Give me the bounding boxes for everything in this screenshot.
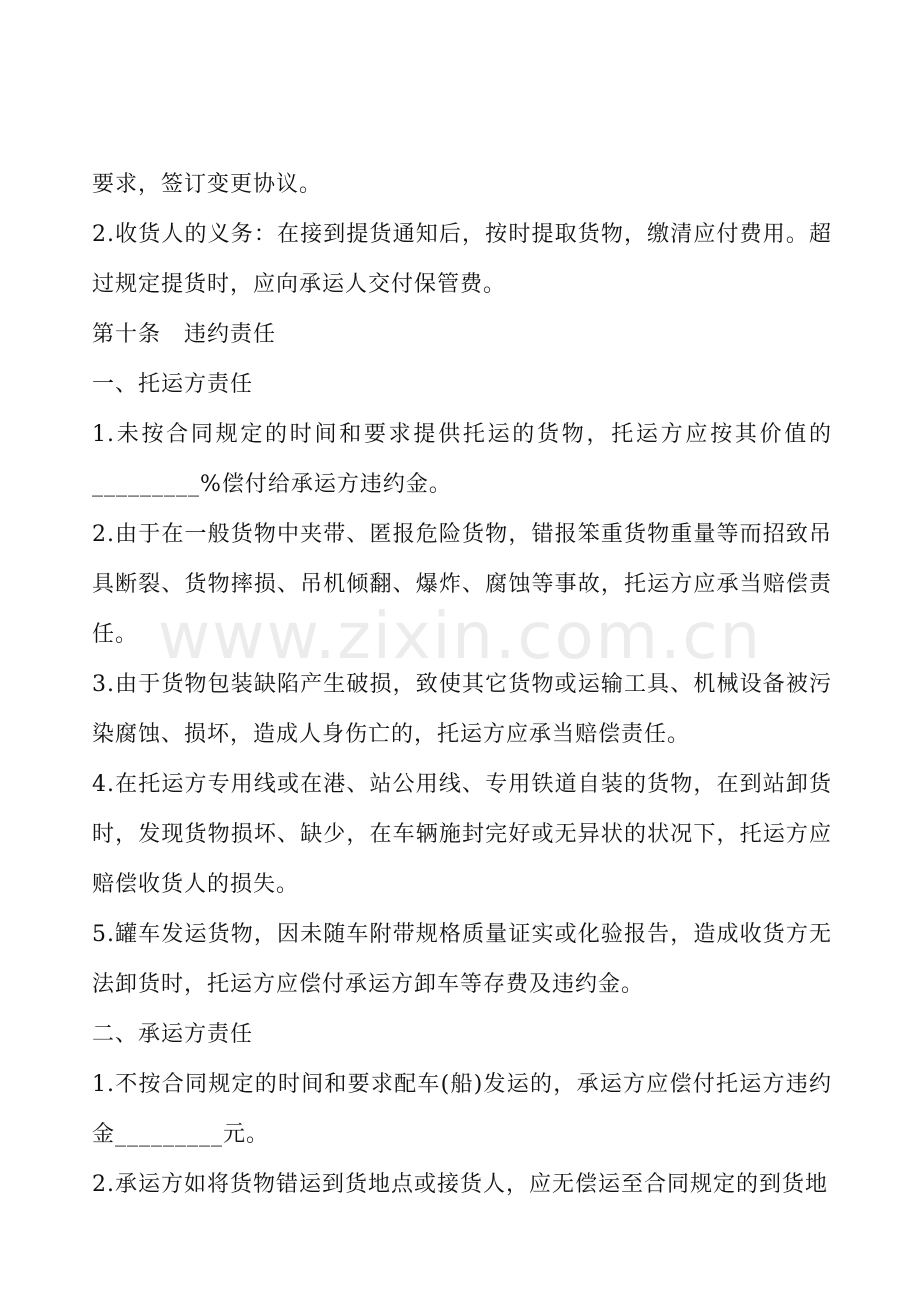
paragraph-shipper-3: 3.由于货物包装缺陷产生破损，致使其它货物或运输工具、机械设备被污染腐蚀、损坏，造成人身伤亡的，托运方应承当赔偿责任。 — [92, 672, 832, 747]
paragraph-shipper-2: 2.由于在一般货物中夹带、匿报危险货物，错报笨重货物重量等而招致吊具断裂、货物摔损、吊机倾翻、爆炸、腐蚀等事故，托运方应承当赔偿责任。 — [92, 522, 832, 647]
paragraph-shipper-4: 4.在托运方专用线或在港、站公用线、专用铁道自装的货物，在到站卸货时，发现货物损坏、缺少，在车辆施封完好或无异状的状况下，托运方应赔偿收货人的损失。 — [92, 772, 832, 897]
document-body — [92, 160, 832, 1210]
paragraph-1: 要求，签订变更协议。 — [92, 172, 323, 197]
subsection-heading-carrier: 二、承运方责任 — [92, 1022, 254, 1047]
paragraph-carrier-1: 1.不按合同规定的时间和要求配车(船)发运的，承运方应偿付托运方违约金_________元。 — [92, 1072, 832, 1147]
paragraph-2: 2.收货人的义务：在接到提货通知后，按时提取货物，缴清应付费用。超过规定提货时，应向承运人交付保管费。 — [92, 222, 832, 297]
subsection-heading-shipper: 一、托运方责任 — [92, 372, 254, 397]
section-heading-article-10: 第十条 违约责任 — [92, 322, 277, 347]
watermark: www.zixin.com.cn — [157, 600, 763, 674]
paragraph-carrier-2: 2.承运方如将货物错运到货地点或接货人，应无偿运至合同规定的到货地 — [92, 1172, 828, 1197]
paragraph-shipper-1: 1.未按合同规定的时间和要求提供托运的货物，托运方应按其价值的_________%偿付给承运方违约金。 — [92, 422, 832, 497]
paragraph-shipper-5: 5.罐车发运货物，因未随车附带规格质量证实或化验报告，造成收货方无法卸货时，托运方应偿付承运方卸车等存费及违约金。 — [92, 922, 832, 997]
